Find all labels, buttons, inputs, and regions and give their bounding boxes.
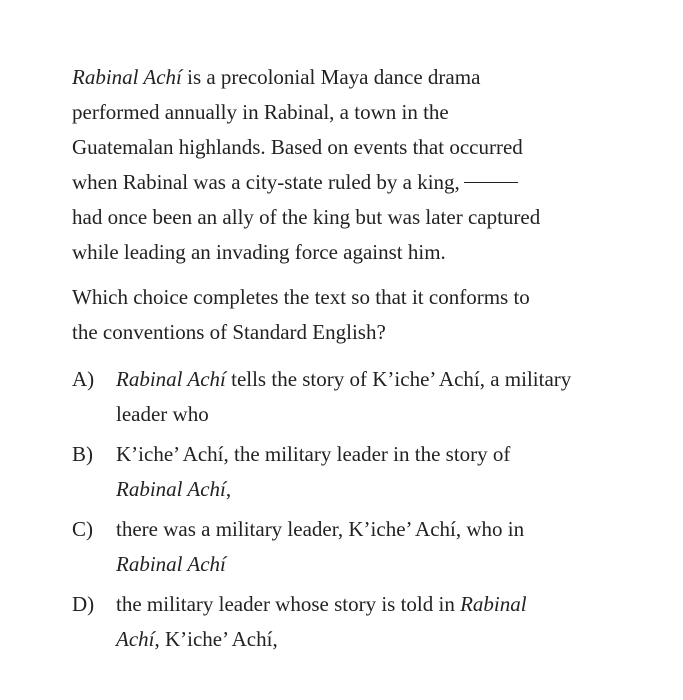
choice-c-work-title: Rabinal Achí	[116, 552, 226, 576]
choice-a-line-2: leader who	[116, 402, 209, 426]
answer-blank	[464, 182, 518, 183]
question-prompt	[72, 280, 632, 350]
passage-line-5: had once been an ally of the king but was later captured	[72, 205, 541, 229]
passage-line-2: performed annually in Rabinal, a town in the	[72, 100, 449, 124]
passage-line-4	[72, 165, 632, 200]
choice-c[interactable]	[72, 512, 632, 582]
choice-c-line-1: there was a military leader, K’iche’ Achí, who in	[116, 517, 525, 541]
choice-b-line-1: K’iche’ Achí, the military leader in the story of	[116, 442, 511, 466]
passage	[72, 60, 632, 270]
choice-c-letter: C)	[72, 517, 93, 541]
choice-d-line-1-text: the military leader whose story is told in	[116, 592, 461, 616]
choice-a-work-title: Rabinal Achí	[116, 367, 226, 391]
choice-d[interactable]	[72, 587, 632, 657]
question-line-2: the conventions of Standard English?	[72, 320, 386, 344]
choice-b-letter: B)	[72, 442, 93, 466]
choice-a-line-1	[116, 362, 632, 397]
choice-d-line-2	[116, 622, 632, 657]
answer-choices	[72, 362, 632, 657]
choice-a[interactable]	[72, 362, 632, 432]
choice-d-letter: D)	[72, 592, 95, 616]
passage-text	[72, 60, 632, 270]
work-title: Rabinal Achí	[72, 65, 182, 89]
passage-line-3: Guatemalan highlands. Based on events that occurred	[72, 135, 523, 159]
choice-b-line-2	[116, 472, 632, 507]
choice-d-work-title-part-1: Rabinal	[460, 592, 527, 616]
passage-line-4-text: when Rabinal was a city-state ruled by a king,	[72, 170, 460, 194]
choice-d-line-2-text: , K’iche’ Achí,	[154, 627, 278, 651]
question-content	[72, 60, 632, 662]
choice-d-work-title-part-2: Achí	[116, 627, 155, 651]
passage-line-1	[72, 60, 632, 95]
choice-b-work-title: Rabinal Achí	[116, 477, 226, 501]
choice-a-line-1-text: tells the story of K’iche’ Achí, a military	[225, 367, 572, 391]
passage-line-1-text: is a precolonial Maya dance drama	[181, 65, 481, 89]
choice-b[interactable]	[72, 437, 632, 507]
choice-d-line-1	[116, 587, 632, 622]
choice-a-letter: A)	[72, 367, 95, 391]
passage-line-6: while leading an invading force against him.	[72, 240, 446, 264]
choice-c-line-2	[116, 547, 632, 582]
question-line-1: Which choice completes the text so that it conforms to	[72, 285, 530, 309]
choice-b-line-2-text: ,	[225, 477, 232, 501]
